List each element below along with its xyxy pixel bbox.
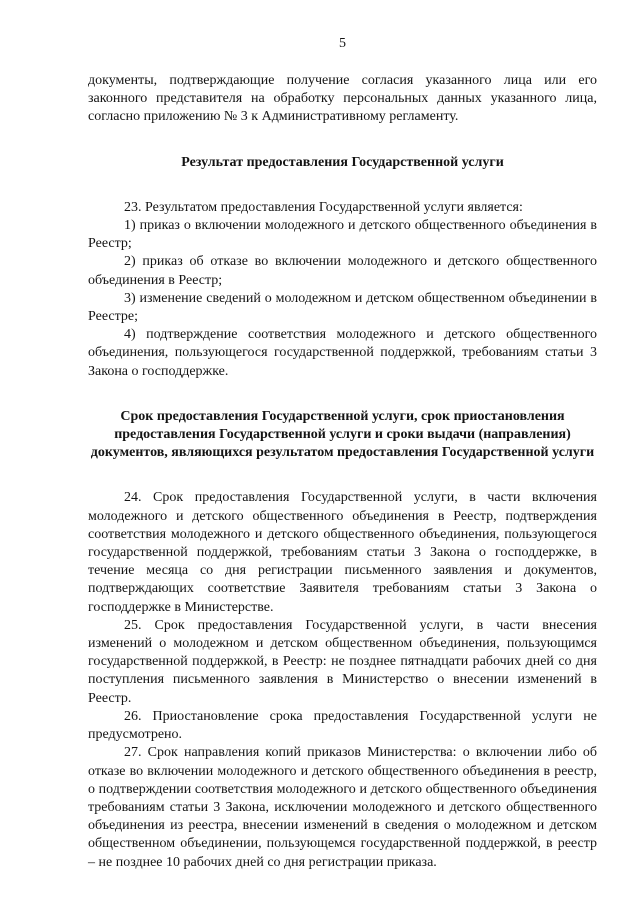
section-heading-term: Срок предоставления Государственной услуги, срок приостановления предоставления Государственной услуги и сроки выдачи (направления) документов, являющихся результатом предоставления Государственной услуги [90, 408, 595, 461]
paragraph-23: 23. Результатом предоставления Государственной услуги является: [124, 199, 523, 215]
section-heading-result: Результат предоставления Государственной услуги [181, 154, 504, 170]
list-item-4: 4) подтверждение соответствия молодежного и детского общественного объединения, пользующегося государственной поддержкой, требованиям статьи 3 Закона о господдержке. [88, 327, 597, 379]
paragraph-27: 27. Срок направления копий приказов Министерства: о включении либо об отказе во включении молодежного и детского общественного объединения в реестр, о подтверждении соответствия молодежного и детского общественного объединения требованиям статьи 3 Закона, исключении молодежного и детского общественного объединения из реестра, внесении изменений в сведения о молодежном и детском общественном объединении, пользующемся государственной поддержкой, в реестр – не позднее 10 рабочих дней со дня регистрации приказа. [88, 745, 597, 870]
intro-paragraph: документы, подтверждающие получение согласия указанного лица или его законного представителя на обработку персональных данных указанного лица, согласно приложению № 3 к Административному регламенту. [88, 73, 597, 125]
list-item-2: 2) приказ об отказе во включении молодежного и детского общественного объединения в Реестр; [88, 254, 597, 288]
page-number: 5 [339, 36, 346, 51]
paragraph-26: 26. Приостановление срока предоставления Государственной услуги не предусмотрено. [88, 708, 597, 743]
paragraph-25: 25. Срок предоставления Государственной услуги, в части внесения изменений о молодежном и детском общественном объединения, пользующимся государственной поддержкой, в Реестр: не позднее пятнадцати рабочих дней со дня поступления письменного заявления в Министерство о внесении изменений в Реестр. [88, 617, 597, 706]
list-item-3: 3) изменение сведений о молодежном и детском общественном объединении в Реестре; [88, 290, 597, 325]
page-content [88, 72, 597, 872]
paragraph-24: 24. Срок предоставления Государственной услуги, в части включения молодежного и детского общественного объединения в Реестр, подтверждения соответствия молодежного и детского общественного объединения, пользующегося государственной поддержкой, требованиям статьи 3 Закона о господдержке, в течение месяца со дня регистрации письменного заявления и документов, подтверждающих соответствие Заявителя требованиям статьи 3 Закона о господдержке в Министерстве. [88, 490, 597, 615]
list-item-1: 1) приказ о включении молодежного и детского общественного объединения в Реестр; [88, 218, 597, 252]
